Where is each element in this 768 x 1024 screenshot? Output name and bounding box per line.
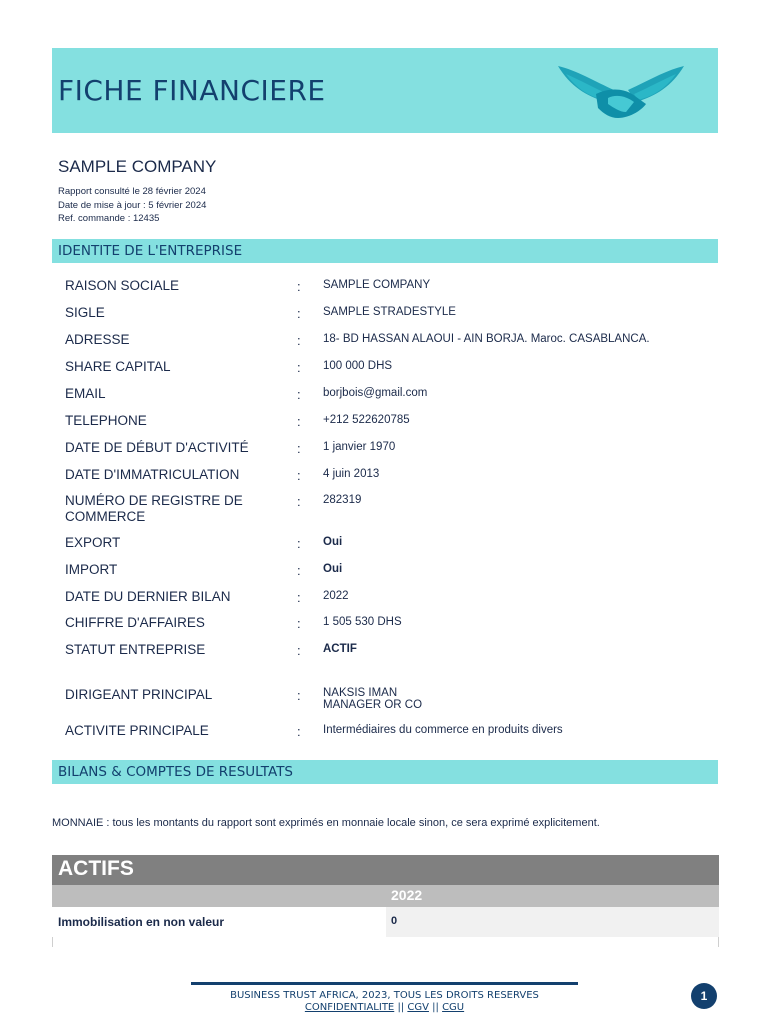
field-label: DATE D'IMMATRICULATION [65,467,240,482]
field-separator: : [297,688,301,703]
year-header-row [52,885,719,907]
report-consulted-date: Rapport consulté le 28 février 2024 [58,186,206,197]
row-label: Immobilisation en non valeur [58,915,225,929]
field-separator: : [297,616,301,631]
actifs-title: ACTIFS [58,857,134,880]
table-border-right [718,937,719,947]
field-separator: : [297,563,301,578]
field-label: DATE DE DÉBUT D'ACTIVITÉ [65,440,249,455]
field-value: Intermédiaires du commerce en produits divers [323,724,563,736]
field-label: CHIFFRE D'AFFAIRES [65,615,205,630]
field-value: Oui [323,536,343,548]
email-link[interactable]: borjbois@gmail.com [323,387,428,399]
status-value: ACTIF [323,643,357,655]
year-column-header: 2022 [391,887,423,903]
field-value: SAMPLE STRADESTYLE [323,306,456,318]
field-separator: : [297,360,301,375]
field-separator: : [297,643,301,658]
field-label: ADRESSE [65,332,130,347]
field-label: ACTIVITE PRINCIPALE [65,723,209,738]
field-separator: : [297,724,301,739]
page-number-badge: 1 [691,983,717,1009]
footer-links [191,1002,578,1013]
table-row [52,907,719,937]
report-update-date: Date de mise à jour : 5 février 2024 [58,200,207,211]
field-label: IMPORT [65,562,118,577]
field-value: 18- BD HASSAN ALAOUI - AIN BORJA. Maroc. CASABLANCA. [323,333,650,345]
identity-section-title: IDENTITE DE L'ENTREPRISE [58,243,243,259]
field-value: 1 janvier 1970 [323,441,396,453]
cgv-link[interactable]: CGV [407,1002,429,1013]
order-reference: Ref. commande : 12435 [58,213,160,224]
field-label: SHARE CAPITAL [65,359,171,374]
field-value: Oui [323,563,343,575]
field-label: STATUT ENTREPRISE [65,642,206,657]
link-separator: || [397,1002,405,1013]
field-value-secondary: MANAGER OR CO [323,699,423,711]
field-label: EMAIL [65,386,106,401]
field-separator: : [297,333,301,348]
field-separator: : [297,414,301,429]
field-label: RAISON SOCIALE [65,278,180,293]
bilans-section-title: BILANS & COMPTES DE RESULTATS [58,764,294,780]
link-separator: || [432,1002,439,1013]
value-cell [386,907,719,937]
field-label: DATE DU DERNIER BILAN [65,589,231,604]
field-separator: : [297,590,301,605]
field-value: 282319 [323,494,362,506]
identity-section-header [52,239,718,263]
field-value: 100 000 DHS [323,360,393,372]
table-border-left [52,937,53,947]
company-name: SAMPLE COMPANY [58,157,217,176]
field-label: DIRIGEANT PRINCIPAL [65,687,213,702]
cgu-link[interactable]: CGU [442,1002,465,1013]
actifs-table-header [52,855,719,885]
field-separator: : [297,536,301,551]
field-separator: : [297,387,301,402]
field-separator: : [297,279,301,294]
field-value: SAMPLE COMPANY [323,279,431,291]
privacy-link[interactable]: CONFIDENTIALITE [304,1002,395,1013]
handshake-wings-icon [556,60,686,124]
header-banner [52,48,718,133]
footer-copyright: BUSINESS TRUST AFRICA, 2023, TOUS LES DROITS RESERVES [230,990,539,1001]
field-value: 4 juin 2013 [323,468,380,480]
footer-divider [191,982,578,985]
field-label: SIGLE [65,305,105,320]
field-value: 1 505 530 DHS [323,616,402,628]
field-value: +212 522620785 [323,414,410,426]
field-value: 2022 [323,590,349,602]
page-title: FICHE FINANCIERE [58,74,326,107]
currency-note: MONNAIE : tous les montants du rapport sont exprimés en monnaie locale sinon, ce sera exprimé explicitement. [52,817,600,829]
field-separator: : [297,306,301,321]
row-value: 0 [391,915,398,927]
field-label: EXPORT [65,535,121,550]
field-separator: : [297,468,301,483]
field-value: NAKSIS IMAN [323,687,398,699]
field-separator: : [297,494,301,509]
field-label: TELEPHONE [65,413,147,428]
bilans-section-header [52,760,718,784]
field-label: NUMÉRO DE REGISTRE DE COMMERCE [65,493,243,524]
field-separator: : [297,441,301,456]
